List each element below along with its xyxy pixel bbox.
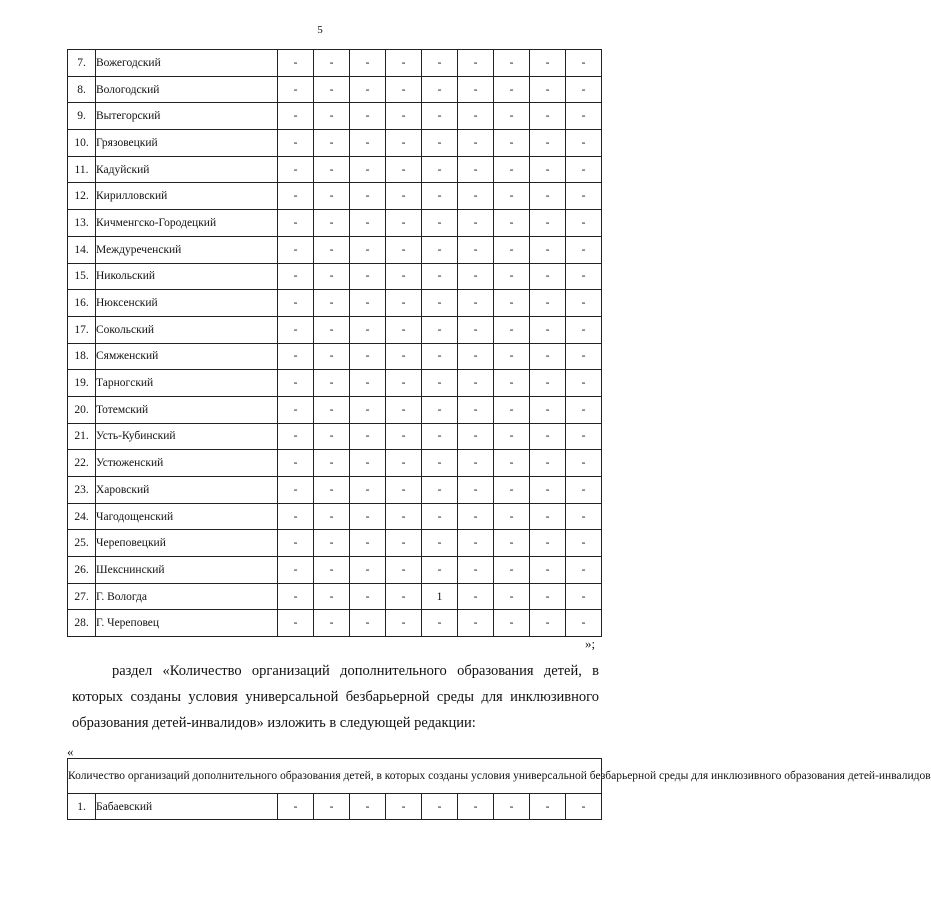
amendment-paragraph [72, 658, 599, 736]
table-row [68, 370, 602, 397]
value-cell: - [458, 610, 494, 637]
value-cell: - [386, 130, 422, 157]
value-cell: - [350, 423, 386, 450]
value-cell: - [458, 103, 494, 130]
value-cell: - [314, 210, 350, 237]
district-name: Никольский [96, 263, 278, 290]
value-cell: - [422, 423, 458, 450]
value-cell: - [278, 370, 314, 397]
value-cell: - [314, 794, 350, 820]
value-cell: - [530, 156, 566, 183]
value-cell: - [530, 130, 566, 157]
table-row [68, 477, 602, 504]
value-cell: - [494, 236, 530, 263]
value-cell: - [494, 290, 530, 317]
value-cell: - [494, 583, 530, 610]
value-cell: - [386, 557, 422, 584]
district-name: Кичменгско-Городецкий [96, 210, 278, 237]
value-cell: - [530, 794, 566, 820]
value-cell: - [566, 183, 602, 210]
value-cell: - [314, 610, 350, 637]
value-cell: - [386, 610, 422, 637]
value-cell: - [386, 423, 422, 450]
value-cell: - [350, 343, 386, 370]
value-cell: - [278, 557, 314, 584]
value-cell: - [350, 530, 386, 557]
value-cell: - [530, 236, 566, 263]
value-cell: - [494, 316, 530, 343]
value-cell: - [566, 130, 602, 157]
row-number: 20. [68, 396, 96, 423]
value-cell: - [314, 103, 350, 130]
table-row [68, 76, 602, 103]
value-cell: - [494, 370, 530, 397]
table-row [68, 530, 602, 557]
district-name: Кирилловский [96, 183, 278, 210]
district-name: Череповецкий [96, 530, 278, 557]
row-number: 18. [68, 343, 96, 370]
value-cell: - [314, 423, 350, 450]
value-cell: - [458, 530, 494, 557]
value-cell: - [386, 370, 422, 397]
value-cell: - [566, 423, 602, 450]
value-cell: - [314, 343, 350, 370]
value-cell: - [494, 610, 530, 637]
page-number: 5 [317, 24, 323, 36]
value-cell: - [422, 50, 458, 77]
table-row [68, 156, 602, 183]
value-cell: - [422, 210, 458, 237]
value-cell: - [530, 370, 566, 397]
value-cell: - [386, 583, 422, 610]
value-cell: - [386, 530, 422, 557]
district-name: Нюксенский [96, 290, 278, 317]
value-cell: - [530, 423, 566, 450]
value-cell: - [350, 583, 386, 610]
value-cell: 1 [422, 583, 458, 610]
value-cell: - [494, 503, 530, 530]
district-name: Кадуйский [96, 156, 278, 183]
row-number: 16. [68, 290, 96, 317]
value-cell: - [494, 530, 530, 557]
value-cell: - [350, 76, 386, 103]
row-number: 19. [68, 370, 96, 397]
value-cell: - [458, 396, 494, 423]
value-cell: - [278, 450, 314, 477]
value-cell: - [278, 263, 314, 290]
value-cell: - [314, 530, 350, 557]
value-cell: - [494, 183, 530, 210]
value-cell: - [530, 557, 566, 584]
value-cell: - [386, 103, 422, 130]
value-cell: - [422, 477, 458, 504]
value-cell: - [386, 183, 422, 210]
table-row [68, 450, 602, 477]
value-cell: - [494, 76, 530, 103]
value-cell: - [350, 450, 386, 477]
value-cell: - [350, 477, 386, 504]
row-number: 10. [68, 130, 96, 157]
value-cell: - [386, 263, 422, 290]
value-cell: - [422, 557, 458, 584]
value-cell: - [278, 76, 314, 103]
table-row [68, 290, 602, 317]
value-cell: - [386, 236, 422, 263]
value-cell: - [530, 530, 566, 557]
value-cell: - [278, 50, 314, 77]
value-cell: - [278, 610, 314, 637]
district-name: Чагодощенский [96, 503, 278, 530]
value-cell: - [458, 290, 494, 317]
table-row [68, 583, 602, 610]
value-cell: - [530, 290, 566, 317]
value-cell: - [530, 183, 566, 210]
district-name: Усть-Кубинский [96, 423, 278, 450]
value-cell: - [314, 396, 350, 423]
value-cell: - [458, 557, 494, 584]
value-cell: - [494, 396, 530, 423]
value-cell: - [566, 503, 602, 530]
value-cell: - [458, 450, 494, 477]
row-number: 27. [68, 583, 96, 610]
value-cell: - [422, 794, 458, 820]
table-row [68, 794, 602, 820]
value-cell: - [422, 76, 458, 103]
value-cell: - [566, 530, 602, 557]
value-cell: - [386, 50, 422, 77]
value-cell: - [422, 343, 458, 370]
value-cell: - [278, 477, 314, 504]
value-cell: - [350, 557, 386, 584]
value-cell: - [422, 236, 458, 263]
row-number: 28. [68, 610, 96, 637]
district-name: Г. Череповец [96, 610, 278, 637]
row-number: 13. [68, 210, 96, 237]
value-cell: - [422, 103, 458, 130]
district-name: Вожегодский [96, 50, 278, 77]
value-cell: - [566, 583, 602, 610]
value-cell: - [314, 76, 350, 103]
value-cell: - [314, 316, 350, 343]
value-cell: - [530, 76, 566, 103]
table-row [68, 557, 602, 584]
value-cell: - [386, 450, 422, 477]
value-cell: - [278, 530, 314, 557]
value-cell: - [458, 263, 494, 290]
district-name: Бабаевский [96, 794, 278, 820]
value-cell: - [314, 236, 350, 263]
value-cell: - [422, 130, 458, 157]
value-cell: - [566, 76, 602, 103]
value-cell: - [494, 557, 530, 584]
value-cell: - [350, 794, 386, 820]
value-cell: - [530, 583, 566, 610]
row-number: 7. [68, 50, 96, 77]
value-cell: - [422, 316, 458, 343]
value-cell: - [530, 477, 566, 504]
value-cell: - [494, 103, 530, 130]
row-number: 12. [68, 183, 96, 210]
district-name: Тотемский [96, 396, 278, 423]
value-cell: - [350, 50, 386, 77]
value-cell: - [530, 503, 566, 530]
district-name: Вологодский [96, 76, 278, 103]
value-cell: - [566, 103, 602, 130]
value-cell: - [458, 210, 494, 237]
value-cell: - [458, 583, 494, 610]
row-number: 26. [68, 557, 96, 584]
value-cell: - [458, 50, 494, 77]
value-cell: - [422, 396, 458, 423]
value-cell: - [566, 450, 602, 477]
district-name: Харовский [96, 477, 278, 504]
value-cell: - [566, 477, 602, 504]
value-cell: - [566, 794, 602, 820]
value-cell: - [350, 103, 386, 130]
value-cell: - [314, 130, 350, 157]
value-cell: - [566, 370, 602, 397]
value-cell: - [350, 290, 386, 317]
value-cell: - [458, 343, 494, 370]
value-cell: - [386, 156, 422, 183]
value-cell: - [386, 290, 422, 317]
value-cell: - [566, 557, 602, 584]
row-number: 22. [68, 450, 96, 477]
value-cell: - [422, 263, 458, 290]
value-cell: - [278, 583, 314, 610]
value-cell: - [530, 396, 566, 423]
value-cell: - [386, 76, 422, 103]
table-section-header: Количество организаций дополнительного образования детей, в которых созданы условия универсальной безбарьерной среды для инклюзивного образования детей-инвалидов [68, 759, 602, 794]
value-cell: - [566, 263, 602, 290]
value-cell: - [350, 263, 386, 290]
value-cell: - [314, 503, 350, 530]
value-cell: - [530, 316, 566, 343]
district-name: Вытегорский [96, 103, 278, 130]
value-cell: - [278, 103, 314, 130]
district-name: Устюженский [96, 450, 278, 477]
row-number: 21. [68, 423, 96, 450]
value-cell: - [422, 156, 458, 183]
value-cell: - [422, 503, 458, 530]
district-name: Г. Вологда [96, 583, 278, 610]
additional-education-table [67, 758, 931, 820]
district-name: Сокольский [96, 316, 278, 343]
value-cell: - [386, 316, 422, 343]
district-name: Междуреченский [96, 236, 278, 263]
value-cell: - [566, 290, 602, 317]
value-cell: - [530, 343, 566, 370]
value-cell: - [314, 50, 350, 77]
value-cell: - [350, 370, 386, 397]
value-cell: - [458, 794, 494, 820]
value-cell: - [350, 316, 386, 343]
value-cell: - [494, 477, 530, 504]
value-cell: - [278, 503, 314, 530]
value-cell: - [566, 50, 602, 77]
value-cell: - [350, 210, 386, 237]
value-cell: - [494, 263, 530, 290]
value-cell: - [566, 396, 602, 423]
value-cell: - [530, 610, 566, 637]
district-name: Шекснинский [96, 557, 278, 584]
value-cell: - [314, 557, 350, 584]
value-cell: - [422, 183, 458, 210]
value-cell: - [566, 156, 602, 183]
value-cell: - [314, 477, 350, 504]
value-cell: - [566, 236, 602, 263]
value-cell: - [530, 210, 566, 237]
value-cell: - [314, 290, 350, 317]
row-number: 15. [68, 263, 96, 290]
value-cell: - [422, 370, 458, 397]
value-cell: - [494, 343, 530, 370]
table-row [68, 210, 602, 237]
value-cell: - [422, 610, 458, 637]
value-cell: - [386, 477, 422, 504]
value-cell: - [350, 503, 386, 530]
value-cell: - [494, 130, 530, 157]
row-number: 1. [68, 794, 96, 820]
value-cell: - [530, 50, 566, 77]
row-number: 9. [68, 103, 96, 130]
table-row [68, 130, 602, 157]
value-cell: - [314, 370, 350, 397]
value-cell: - [278, 290, 314, 317]
value-cell: - [278, 210, 314, 237]
value-cell: - [458, 130, 494, 157]
value-cell: - [386, 343, 422, 370]
amendment-text: раздел «Количество организаций дополнительного образования детей, в которых созданы условия универсальной безбарьерной среды для инклюзивного образования детей-инвалидов» изложить в следующей редакции: [72, 663, 599, 731]
value-cell: - [566, 610, 602, 637]
table-row [68, 103, 602, 130]
row-number: 23. [68, 477, 96, 504]
value-cell: - [494, 450, 530, 477]
value-cell: - [458, 370, 494, 397]
value-cell: - [278, 130, 314, 157]
value-cell: - [278, 316, 314, 343]
value-cell: - [386, 794, 422, 820]
value-cell: - [350, 610, 386, 637]
value-cell: - [350, 156, 386, 183]
row-number: 25. [68, 530, 96, 557]
value-cell: - [494, 210, 530, 237]
value-cell: - [494, 794, 530, 820]
value-cell: - [278, 423, 314, 450]
district-name: Тарногский [96, 370, 278, 397]
value-cell: - [530, 450, 566, 477]
value-cell: - [314, 156, 350, 183]
districts-table [67, 49, 602, 637]
table-row [68, 423, 602, 450]
value-cell: - [350, 396, 386, 423]
value-cell: - [314, 263, 350, 290]
table-row [68, 610, 602, 637]
table-row [68, 236, 602, 263]
value-cell: - [278, 236, 314, 263]
value-cell: - [314, 450, 350, 477]
value-cell: - [494, 423, 530, 450]
row-number: 17. [68, 316, 96, 343]
value-cell: - [278, 156, 314, 183]
value-cell: - [350, 130, 386, 157]
district-name: Сямженский [96, 343, 278, 370]
value-cell: - [458, 477, 494, 504]
value-cell: - [350, 183, 386, 210]
value-cell: - [530, 103, 566, 130]
row-number: 14. [68, 236, 96, 263]
table-row [68, 183, 602, 210]
value-cell: - [458, 423, 494, 450]
value-cell: - [458, 76, 494, 103]
value-cell: - [386, 210, 422, 237]
value-cell: - [458, 316, 494, 343]
value-cell: - [278, 183, 314, 210]
value-cell: - [530, 263, 566, 290]
table-row [68, 316, 602, 343]
row-number: 24. [68, 503, 96, 530]
value-cell: - [386, 503, 422, 530]
value-cell: - [278, 396, 314, 423]
row-number: 11. [68, 156, 96, 183]
value-cell: - [566, 210, 602, 237]
value-cell: - [494, 50, 530, 77]
value-cell: - [422, 530, 458, 557]
value-cell: - [350, 236, 386, 263]
value-cell: - [422, 450, 458, 477]
value-cell: - [278, 794, 314, 820]
table-row [68, 263, 602, 290]
value-cell: - [458, 183, 494, 210]
district-name: Грязовецкий [96, 130, 278, 157]
closing-quote: »; [585, 636, 596, 651]
value-cell: - [566, 343, 602, 370]
row-number: 8. [68, 76, 96, 103]
value-cell: - [494, 156, 530, 183]
value-cell: - [566, 316, 602, 343]
table-row [68, 50, 602, 77]
value-cell: - [386, 396, 422, 423]
table-row [68, 343, 602, 370]
value-cell: - [422, 290, 458, 317]
table-row [68, 396, 602, 423]
opening-quote: « [67, 744, 74, 759]
value-cell: - [314, 583, 350, 610]
value-cell: - [458, 236, 494, 263]
value-cell: - [314, 183, 350, 210]
value-cell: - [278, 343, 314, 370]
value-cell: - [458, 156, 494, 183]
table-row [68, 503, 602, 530]
value-cell: - [458, 503, 494, 530]
